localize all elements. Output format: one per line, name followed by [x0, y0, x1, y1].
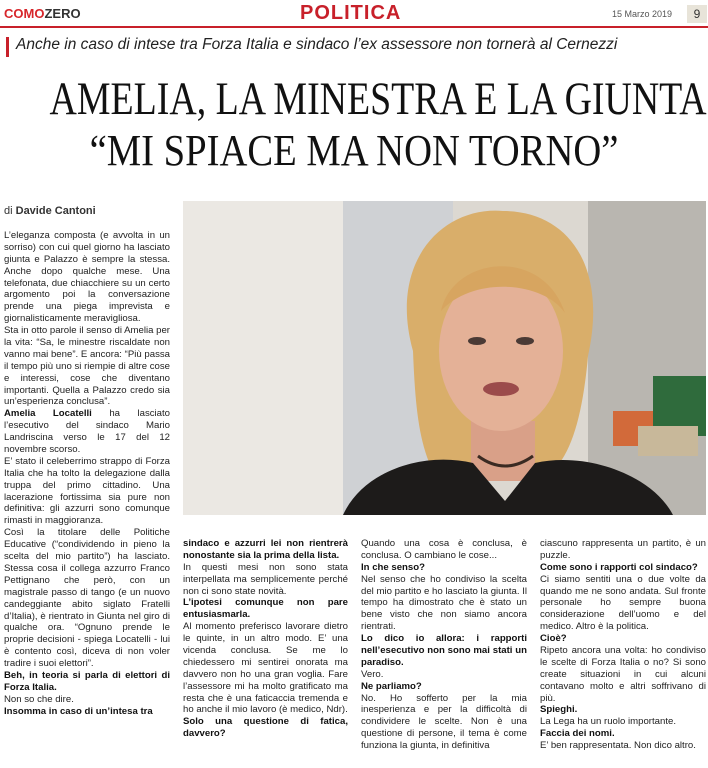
interview-answer: E’ ben rappresentata. Non dico altro. [540, 740, 696, 752]
interviewee-photo [183, 201, 706, 515]
article-column-1 [4, 230, 170, 766]
interview-question: In che senso? [361, 561, 425, 573]
interview-answer: ciascuno rappresenta un partito, è un puzzle. [540, 538, 706, 561]
interview-question: L’ipotesi comunque non pare entusiasmarla. [183, 597, 348, 621]
paragraph: Sta in otto parole il senso di Amelia per la vita: “Sa, le minestre riscaldate non vanno mai bene”. E ancora: “Più passa il tempo più uno si riempie di altre cose e interessi, cose che diventano importanti. Quella a Palazzo credo sia un’esperienza conclusa”. [4, 325, 170, 408]
interview-question: sindaco e azzurri lei non rientrerà nonostante sia la prima della lista. [183, 538, 348, 561]
byline-author: Davide Cantoni [15, 205, 96, 217]
article-column-3 [361, 538, 527, 766]
interview-answer: Non so che dire. [4, 693, 74, 705]
interview-answer: Quando una cosa è conclusa, è conclusa. O cambiano le cose... [361, 538, 527, 561]
interview-question: Cioè? [540, 633, 567, 645]
headline-line-2: “MI SPIACE MA NON TORNO” [89, 127, 619, 176]
interview-answer: La Lega ha un ruolo importante. [540, 716, 677, 728]
interview-question: Come sono i rapporti col sindaco? [540, 561, 698, 573]
interview-question: Solo una questione di fatica, davvero? [183, 716, 348, 740]
byline [4, 205, 96, 217]
interview-question: Lo dico io allora: i rapporti nell’esecutivo non sono mai stati un paradiso. [361, 633, 527, 668]
interview-question: Insomma in caso di un’intesa tra [4, 705, 153, 717]
page-number: 9 [687, 5, 707, 23]
logo-zero: ZERO [44, 6, 81, 21]
paragraph: E’ stato il celeberrimo strappo di Forza Italia che ha tolto la delegazione dalla truppa del primo cittadino. Una lacerazione fortissima sia pure non definitiva: gli azzurri sono comunque rimasti in maggioranza. [4, 455, 170, 527]
interview-question: Beh, in teoria si parla di elettori di Forza Italia. [4, 669, 170, 693]
byline-prefix: di [4, 205, 13, 217]
issue-date: 15 Marzo 2019 [612, 9, 673, 19]
interview-question: Faccia dei nomi. [540, 728, 615, 740]
interview-answer: Ci siamo sentiti una o due volte da quando me ne sono andata. Sul fronte personale ho sempre buona considerazione dell’uomo e del medico. Altro è la politica. [540, 573, 706, 633]
interview-question: Spieghi. [540, 704, 578, 716]
paragraph: L’eleganza composta (e avvolta in un sorriso) con cui quel giorno ha lasciato giunta e Palazzo è sempre la stessa. Anche dopo qualche mese. Una telefonata, due chiacchiere su un certo argomento poi la conversazione prende una piega imprevista e giornalisticamente meravigliosa. [4, 230, 170, 325]
interview-answer: Nel senso che ho condiviso la scelta del mio partito e ho lasciato la giunta. Il tempo ha dimostrato che è stato un bene visto che non siamo ancora rientrati. [361, 573, 527, 633]
interview-answer: No. Ho sofferto per la mia inesperienza e per la difficoltà di condividere le scelte. Non è una questione di persone, il tema è come funziona la giunta, in definitiva [361, 692, 527, 752]
logo-como: COMO [4, 6, 45, 21]
header-rule [0, 26, 708, 28]
paragraph: Così la titolare delle Politiche Educative (“condividendo in pieno la scelta del mio partito”) ha lasciato. Stessa cosa il collega azzurro Franco Pettignano che però, con un magistrale passo di tango (e un nuovo candeggiante abito siglato Fratelli d’Italia), è rientrato in Giunta nel giro di qualche ora. “Ognuno prende le proprie decisioni - spiega Locatelli - lui è contento così, diceva di non voler tradire i suoi elettori”. [4, 527, 170, 670]
interview-answer: Ripeto ancora una volta: ho condiviso le scelte di Forza Italia o no? Si sono create situazioni in cui alcuni contavano molto e altri soffrivano di più. [540, 645, 706, 704]
interview-question: Ne parliamo? [361, 680, 422, 692]
interview-answer: Vero. [361, 668, 384, 680]
newspaper-logo [4, 6, 81, 21]
article-column-2 [183, 538, 348, 766]
section-title: POLITICA [300, 2, 402, 24]
article-kicker: Anche in caso di intese tra Forza Italia e sindaco l’ex assessore non tornerà al Cernezzi [16, 36, 618, 53]
portrait-illustration [183, 201, 706, 515]
interview-answer: In questi mesi non sono stata interpellata ma semplicemente perché non ci sono state novità. [183, 561, 348, 597]
article-column-4 [540, 538, 706, 766]
interview-answer: Al momento preferisco lavorare dietro le quinte, in un altro modo. E’ una vicenda conclusa. Se me lo chiedessero mi sentirei onorata ma davvero non ho una gran voglia. Fare l’assessore mi ha molto gratificato ma resta che è una faticaccia tremenda e ho anche il mio lavoro (è medico, Ndr). [183, 621, 348, 716]
paragraph: Amelia Locatelli ha lasciato l’esecutivo del sindaco Mario Landriscina verso le 17 del 12 novembre scorso. [4, 408, 170, 456]
headline-line-1: AMELIA, LA MINESTRA E LA GIUNTA [49, 73, 707, 125]
subtitle-accent-bar [6, 37, 9, 57]
